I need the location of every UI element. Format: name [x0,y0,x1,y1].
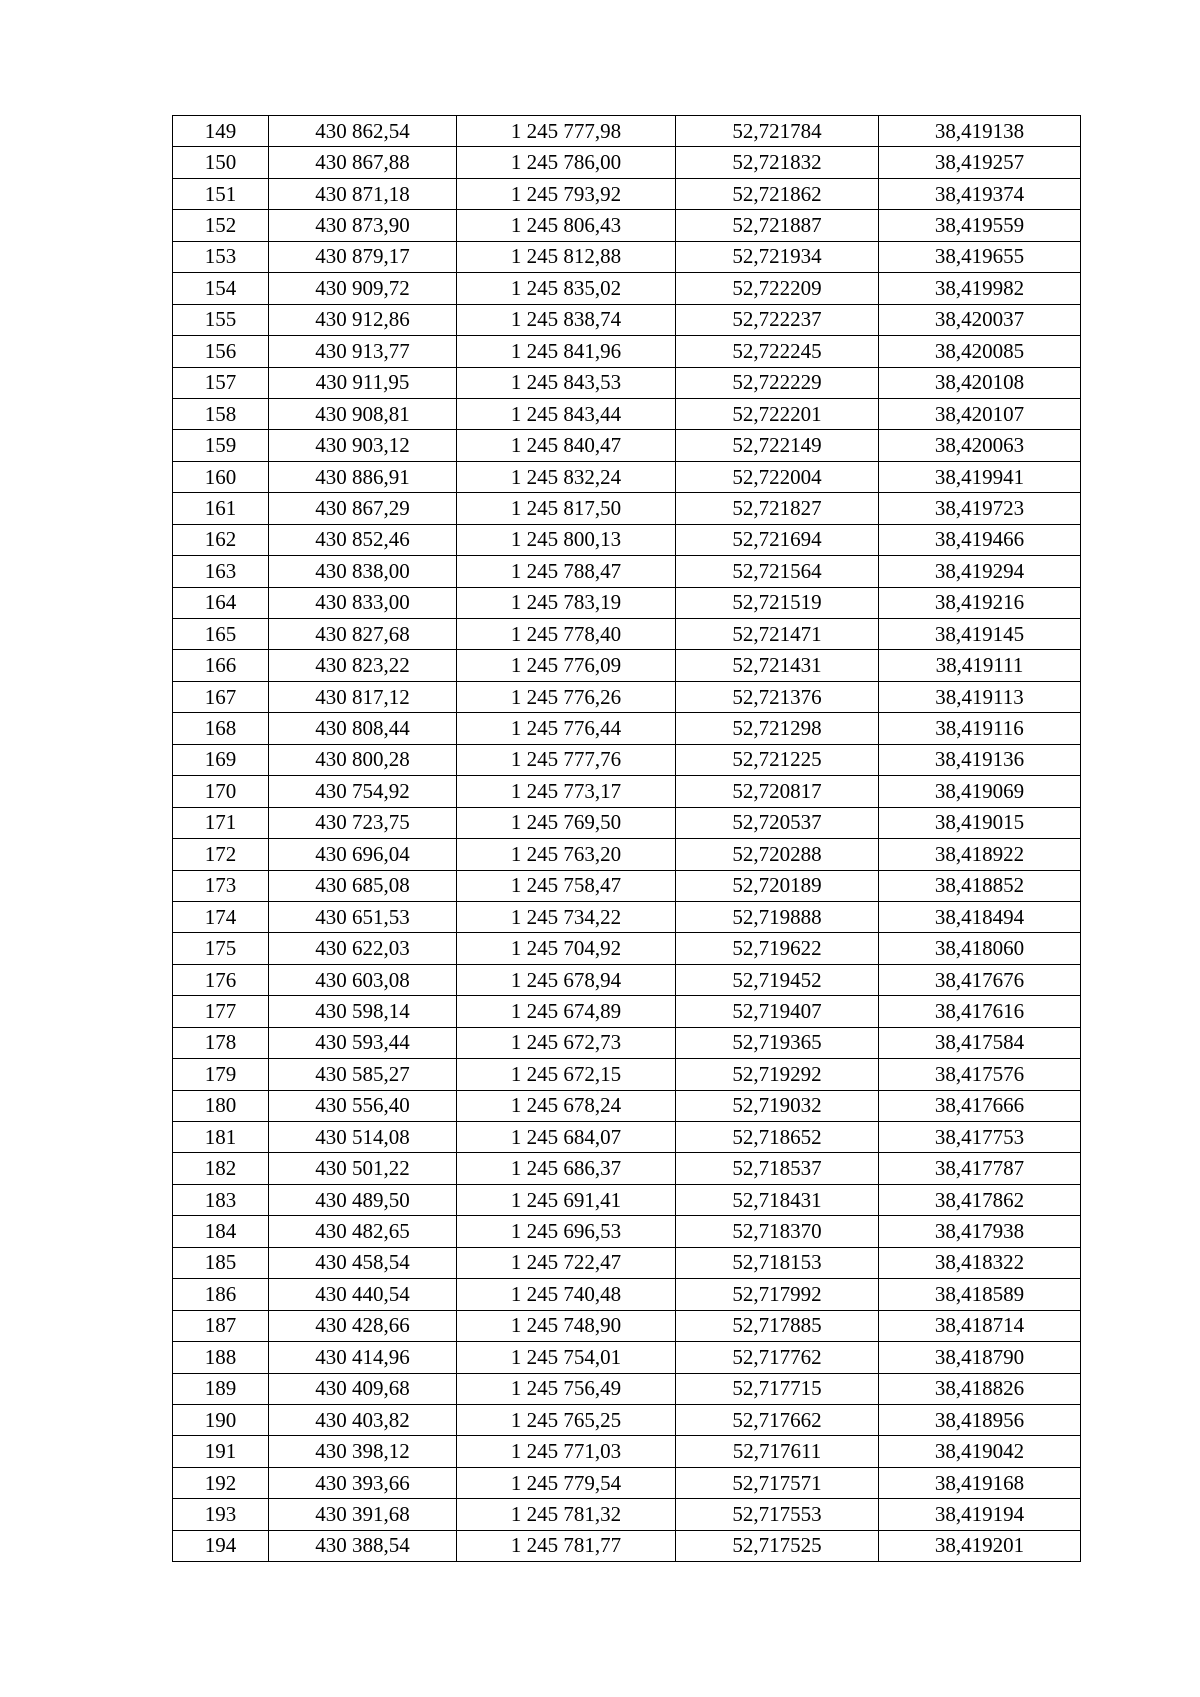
table-row [173,901,1081,932]
table-row [173,210,1081,241]
latitude-cell: 52,721934 [676,241,879,272]
longitude-cell: 38,419116 [879,713,1081,744]
longitude-cell: 38,417676 [879,964,1081,995]
y-coordinate-cell: 1 245 674,89 [457,996,676,1027]
x-coordinate-cell: 430 593,44 [269,1027,457,1058]
point-number-cell: 194 [173,1530,269,1561]
x-coordinate-cell: 430 867,88 [269,147,457,178]
y-coordinate-cell: 1 245 758,47 [457,870,676,901]
longitude-cell: 38,417862 [879,1184,1081,1215]
longitude-cell: 38,419941 [879,461,1081,492]
table-row [173,870,1081,901]
x-coordinate-cell: 430 440,54 [269,1279,457,1310]
y-coordinate-cell: 1 245 835,02 [457,273,676,304]
x-coordinate-cell: 430 514,08 [269,1122,457,1153]
point-number-cell: 166 [173,650,269,681]
latitude-cell: 52,722201 [676,398,879,429]
table-row [173,116,1081,147]
coordinates-table-body [173,116,1081,1562]
y-coordinate-cell: 1 245 765,25 [457,1404,676,1435]
latitude-cell: 52,721862 [676,178,879,209]
x-coordinate-cell: 430 685,08 [269,870,457,901]
point-number-cell: 179 [173,1059,269,1090]
x-coordinate-cell: 430 428,66 [269,1310,457,1341]
longitude-cell: 38,419194 [879,1499,1081,1530]
y-coordinate-cell: 1 245 754,01 [457,1342,676,1373]
point-number-cell: 151 [173,178,269,209]
table-row [173,1090,1081,1121]
latitude-cell: 52,720189 [676,870,879,901]
latitude-cell: 52,721298 [676,713,879,744]
y-coordinate-cell: 1 245 777,98 [457,116,676,147]
point-number-cell: 150 [173,147,269,178]
longitude-cell: 38,420063 [879,430,1081,461]
longitude-cell: 38,420085 [879,336,1081,367]
x-coordinate-cell: 430 852,46 [269,524,457,555]
latitude-cell: 52,721431 [676,650,879,681]
longitude-cell: 38,417753 [879,1122,1081,1153]
y-coordinate-cell: 1 245 776,26 [457,681,676,712]
x-coordinate-cell: 430 913,77 [269,336,457,367]
latitude-cell: 52,721564 [676,556,879,587]
y-coordinate-cell: 1 245 740,48 [457,1279,676,1310]
table-row [173,996,1081,1027]
point-number-cell: 185 [173,1247,269,1278]
x-coordinate-cell: 430 501,22 [269,1153,457,1184]
longitude-cell: 38,418494 [879,901,1081,932]
latitude-cell: 52,719032 [676,1090,879,1121]
table-row [173,461,1081,492]
table-row [173,304,1081,335]
x-coordinate-cell: 430 903,12 [269,430,457,461]
latitude-cell: 52,722004 [676,461,879,492]
point-number-cell: 182 [173,1153,269,1184]
x-coordinate-cell: 430 867,29 [269,493,457,524]
table-row [173,1467,1081,1498]
y-coordinate-cell: 1 245 781,32 [457,1499,676,1530]
latitude-cell: 52,720288 [676,839,879,870]
x-coordinate-cell: 430 879,17 [269,241,457,272]
x-coordinate-cell: 430 871,18 [269,178,457,209]
y-coordinate-cell: 1 245 769,50 [457,807,676,838]
x-coordinate-cell: 430 754,92 [269,776,457,807]
x-coordinate-cell: 430 833,00 [269,587,457,618]
table-row [173,1310,1081,1341]
longitude-cell: 38,420108 [879,367,1081,398]
point-number-cell: 188 [173,1342,269,1373]
x-coordinate-cell: 430 800,28 [269,744,457,775]
latitude-cell: 52,721784 [676,116,879,147]
y-coordinate-cell: 1 245 763,20 [457,839,676,870]
table-row [173,1436,1081,1467]
x-coordinate-cell: 430 873,90 [269,210,457,241]
table-row [173,556,1081,587]
table-row [173,1184,1081,1215]
latitude-cell: 52,719452 [676,964,879,995]
x-coordinate-cell: 430 598,14 [269,996,457,1027]
longitude-cell: 38,419201 [879,1530,1081,1561]
latitude-cell: 52,721694 [676,524,879,555]
latitude-cell: 52,721887 [676,210,879,241]
table-row [173,619,1081,650]
table-row [173,650,1081,681]
point-number-cell: 178 [173,1027,269,1058]
y-coordinate-cell: 1 245 734,22 [457,901,676,932]
longitude-cell: 38,418852 [879,870,1081,901]
y-coordinate-cell: 1 245 672,15 [457,1059,676,1090]
latitude-cell: 52,719365 [676,1027,879,1058]
x-coordinate-cell: 430 622,03 [269,933,457,964]
latitude-cell: 52,717611 [676,1436,879,1467]
point-number-cell: 183 [173,1184,269,1215]
point-number-cell: 162 [173,524,269,555]
latitude-cell: 52,722229 [676,367,879,398]
y-coordinate-cell: 1 245 793,92 [457,178,676,209]
point-number-cell: 173 [173,870,269,901]
y-coordinate-cell: 1 245 722,47 [457,1247,676,1278]
y-coordinate-cell: 1 245 840,47 [457,430,676,461]
point-number-cell: 156 [173,336,269,367]
y-coordinate-cell: 1 245 684,07 [457,1122,676,1153]
latitude-cell: 52,719292 [676,1059,879,1090]
point-number-cell: 157 [173,367,269,398]
latitude-cell: 52,722237 [676,304,879,335]
table-row [173,273,1081,304]
x-coordinate-cell: 430 409,68 [269,1373,457,1404]
latitude-cell: 52,721376 [676,681,879,712]
latitude-cell: 52,719888 [676,901,879,932]
table-row [173,1059,1081,1090]
latitude-cell: 52,717553 [676,1499,879,1530]
longitude-cell: 38,419723 [879,493,1081,524]
x-coordinate-cell: 430 817,12 [269,681,457,712]
longitude-cell: 38,419168 [879,1467,1081,1498]
y-coordinate-cell: 1 245 812,88 [457,241,676,272]
y-coordinate-cell: 1 245 841,96 [457,336,676,367]
point-number-cell: 158 [173,398,269,429]
table-row [173,1342,1081,1373]
latitude-cell: 52,721519 [676,587,879,618]
x-coordinate-cell: 430 808,44 [269,713,457,744]
longitude-cell: 38,419294 [879,556,1081,587]
point-number-cell: 155 [173,304,269,335]
longitude-cell: 38,417666 [879,1090,1081,1121]
y-coordinate-cell: 1 245 806,43 [457,210,676,241]
table-row [173,1373,1081,1404]
y-coordinate-cell: 1 245 771,03 [457,1436,676,1467]
point-number-cell: 153 [173,241,269,272]
longitude-cell: 38,417938 [879,1216,1081,1247]
point-number-cell: 165 [173,619,269,650]
table-row [173,744,1081,775]
y-coordinate-cell: 1 245 843,44 [457,398,676,429]
y-coordinate-cell: 1 245 678,94 [457,964,676,995]
longitude-cell: 38,418922 [879,839,1081,870]
table-row [173,681,1081,712]
x-coordinate-cell: 430 823,22 [269,650,457,681]
point-number-cell: 189 [173,1373,269,1404]
longitude-cell: 38,418322 [879,1247,1081,1278]
x-coordinate-cell: 430 393,66 [269,1467,457,1498]
y-coordinate-cell: 1 245 786,00 [457,147,676,178]
table-row [173,1499,1081,1530]
latitude-cell: 52,718537 [676,1153,879,1184]
y-coordinate-cell: 1 245 777,76 [457,744,676,775]
y-coordinate-cell: 1 245 672,73 [457,1027,676,1058]
point-number-cell: 177 [173,996,269,1027]
latitude-cell: 52,718370 [676,1216,879,1247]
coordinates-table [172,115,1081,1562]
x-coordinate-cell: 430 603,08 [269,964,457,995]
latitude-cell: 52,720537 [676,807,879,838]
y-coordinate-cell: 1 245 748,90 [457,1310,676,1341]
x-coordinate-cell: 430 585,27 [269,1059,457,1090]
table-row [173,336,1081,367]
x-coordinate-cell: 430 391,68 [269,1499,457,1530]
point-number-cell: 190 [173,1404,269,1435]
y-coordinate-cell: 1 245 800,13 [457,524,676,555]
x-coordinate-cell: 430 403,82 [269,1404,457,1435]
longitude-cell: 38,417576 [879,1059,1081,1090]
point-number-cell: 168 [173,713,269,744]
x-coordinate-cell: 430 414,96 [269,1342,457,1373]
point-number-cell: 161 [173,493,269,524]
longitude-cell: 38,419138 [879,116,1081,147]
y-coordinate-cell: 1 245 691,41 [457,1184,676,1215]
y-coordinate-cell: 1 245 704,92 [457,933,676,964]
longitude-cell: 38,419466 [879,524,1081,555]
point-number-cell: 192 [173,1467,269,1498]
point-number-cell: 152 [173,210,269,241]
x-coordinate-cell: 430 886,91 [269,461,457,492]
x-coordinate-cell: 430 482,65 [269,1216,457,1247]
longitude-cell: 38,420037 [879,304,1081,335]
point-number-cell: 193 [173,1499,269,1530]
latitude-cell: 52,720817 [676,776,879,807]
point-number-cell: 169 [173,744,269,775]
table-row [173,839,1081,870]
point-number-cell: 171 [173,807,269,838]
table-row [173,587,1081,618]
table-row [173,241,1081,272]
latitude-cell: 52,721832 [676,147,879,178]
longitude-cell: 38,418060 [879,933,1081,964]
table-row [173,1027,1081,1058]
x-coordinate-cell: 430 827,68 [269,619,457,650]
latitude-cell: 52,717715 [676,1373,879,1404]
latitude-cell: 52,717992 [676,1279,879,1310]
point-number-cell: 164 [173,587,269,618]
table-row [173,1153,1081,1184]
point-number-cell: 167 [173,681,269,712]
table-row [173,178,1081,209]
y-coordinate-cell: 1 245 696,53 [457,1216,676,1247]
point-number-cell: 181 [173,1122,269,1153]
point-number-cell: 187 [173,1310,269,1341]
longitude-cell: 38,418956 [879,1404,1081,1435]
x-coordinate-cell: 430 908,81 [269,398,457,429]
point-number-cell: 184 [173,1216,269,1247]
point-number-cell: 163 [173,556,269,587]
point-number-cell: 180 [173,1090,269,1121]
longitude-cell: 38,419374 [879,178,1081,209]
x-coordinate-cell: 430 388,54 [269,1530,457,1561]
latitude-cell: 52,718431 [676,1184,879,1215]
x-coordinate-cell: 430 723,75 [269,807,457,838]
y-coordinate-cell: 1 245 776,09 [457,650,676,681]
table-row [173,776,1081,807]
table-row [173,807,1081,838]
x-coordinate-cell: 430 696,04 [269,839,457,870]
y-coordinate-cell: 1 245 678,24 [457,1090,676,1121]
table-row [173,493,1081,524]
longitude-cell: 38,418714 [879,1310,1081,1341]
longitude-cell: 38,419145 [879,619,1081,650]
latitude-cell: 52,721827 [676,493,879,524]
point-number-cell: 159 [173,430,269,461]
longitude-cell: 38,419216 [879,587,1081,618]
point-number-cell: 172 [173,839,269,870]
latitude-cell: 52,722209 [676,273,879,304]
point-number-cell: 174 [173,901,269,932]
point-number-cell: 170 [173,776,269,807]
table-row [173,367,1081,398]
x-coordinate-cell: 430 862,54 [269,116,457,147]
longitude-cell: 38,419113 [879,681,1081,712]
latitude-cell: 52,717525 [676,1530,879,1561]
latitude-cell: 52,719622 [676,933,879,964]
y-coordinate-cell: 1 245 686,37 [457,1153,676,1184]
table-row [173,524,1081,555]
table-row [173,1247,1081,1278]
latitude-cell: 52,717662 [676,1404,879,1435]
longitude-cell: 38,418790 [879,1342,1081,1373]
x-coordinate-cell: 430 911,95 [269,367,457,398]
x-coordinate-cell: 430 838,00 [269,556,457,587]
y-coordinate-cell: 1 245 778,40 [457,619,676,650]
longitude-cell: 38,418826 [879,1373,1081,1404]
latitude-cell: 52,717885 [676,1310,879,1341]
longitude-cell: 38,417787 [879,1153,1081,1184]
table-row [173,1216,1081,1247]
table-row [173,1404,1081,1435]
y-coordinate-cell: 1 245 817,50 [457,493,676,524]
longitude-cell: 38,419015 [879,807,1081,838]
point-number-cell: 154 [173,273,269,304]
point-number-cell: 176 [173,964,269,995]
y-coordinate-cell: 1 245 756,49 [457,1373,676,1404]
latitude-cell: 52,718652 [676,1122,879,1153]
latitude-cell: 52,721471 [676,619,879,650]
x-coordinate-cell: 430 398,12 [269,1436,457,1467]
y-coordinate-cell: 1 245 779,54 [457,1467,676,1498]
latitude-cell: 52,722149 [676,430,879,461]
table-row [173,1279,1081,1310]
x-coordinate-cell: 430 458,54 [269,1247,457,1278]
x-coordinate-cell: 430 909,72 [269,273,457,304]
table-row [173,933,1081,964]
table-row [173,398,1081,429]
latitude-cell: 52,717762 [676,1342,879,1373]
y-coordinate-cell: 1 245 783,19 [457,587,676,618]
latitude-cell: 52,722245 [676,336,879,367]
table-row [173,1122,1081,1153]
longitude-cell: 38,419257 [879,147,1081,178]
longitude-cell: 38,420107 [879,398,1081,429]
y-coordinate-cell: 1 245 788,47 [457,556,676,587]
x-coordinate-cell: 430 912,86 [269,304,457,335]
longitude-cell: 38,419559 [879,210,1081,241]
latitude-cell: 52,719407 [676,996,879,1027]
y-coordinate-cell: 1 245 843,53 [457,367,676,398]
longitude-cell: 38,419111 [879,650,1081,681]
table-row [173,430,1081,461]
y-coordinate-cell: 1 245 776,44 [457,713,676,744]
table-row [173,713,1081,744]
x-coordinate-cell: 430 556,40 [269,1090,457,1121]
table-row [173,147,1081,178]
y-coordinate-cell: 1 245 781,77 [457,1530,676,1561]
point-number-cell: 175 [173,933,269,964]
longitude-cell: 38,419042 [879,1436,1081,1467]
longitude-cell: 38,419982 [879,273,1081,304]
latitude-cell: 52,718153 [676,1247,879,1278]
longitude-cell: 38,419136 [879,744,1081,775]
point-number-cell: 160 [173,461,269,492]
y-coordinate-cell: 1 245 832,24 [457,461,676,492]
longitude-cell: 38,419655 [879,241,1081,272]
point-number-cell: 186 [173,1279,269,1310]
table-row [173,964,1081,995]
point-number-cell: 191 [173,1436,269,1467]
y-coordinate-cell: 1 245 838,74 [457,304,676,335]
y-coordinate-cell: 1 245 773,17 [457,776,676,807]
latitude-cell: 52,721225 [676,744,879,775]
longitude-cell: 38,418589 [879,1279,1081,1310]
x-coordinate-cell: 430 651,53 [269,901,457,932]
point-number-cell: 149 [173,116,269,147]
latitude-cell: 52,717571 [676,1467,879,1498]
longitude-cell: 38,417616 [879,996,1081,1027]
longitude-cell: 38,417584 [879,1027,1081,1058]
table-row [173,1530,1081,1561]
x-coordinate-cell: 430 489,50 [269,1184,457,1215]
longitude-cell: 38,419069 [879,776,1081,807]
